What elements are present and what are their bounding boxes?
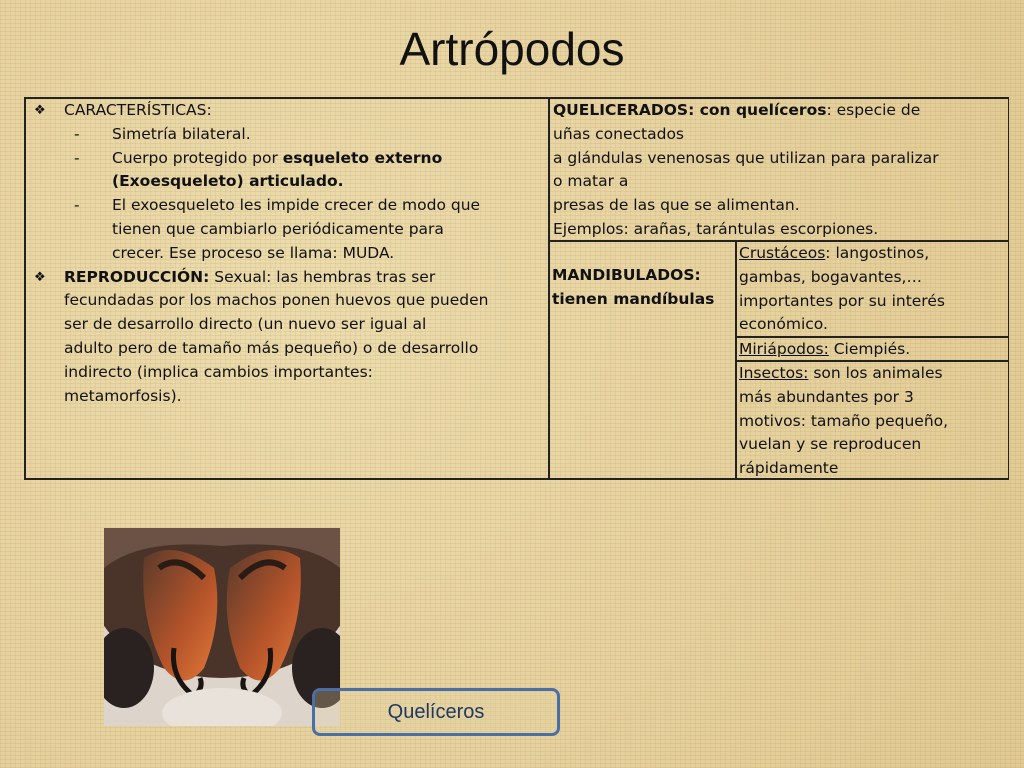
list-item-cont: crecer. Ese proceso se llama: MUDA. [112, 243, 395, 262]
characteristics-cell [25, 98, 549, 479]
list-item-cont: tienen que cambiarlo periódicamente para [112, 219, 444, 238]
queliceros-button-label: Quelíceros [387, 700, 485, 723]
crustaceos-cell: Crustáceos: langostinos, gambas, bogavantes,… importantes por su interés económico. [736, 241, 1009, 337]
diamond-bullet-icon: ❖ [34, 103, 46, 118]
reproduccion-heading: REPRODUCCIÓN: [64, 267, 210, 286]
crustaceos-term: Crustáceos [739, 244, 826, 262]
list-item: - Cuerpo protegido por esqueleto externo [74, 148, 443, 167]
repro-text: ser de desarrollo directo (un nuevo ser igual al [64, 315, 427, 334]
list-item: - El exoesqueleto les impide crecer de modo que [74, 196, 481, 215]
chelicerae-photo [104, 528, 340, 726]
chelicerae-illustration [104, 528, 340, 726]
insectos-cell: Insectos: son los animales más abundantes por 3 motivos: tamaño pequeño, vuelan y se reproducen rápidamente [736, 361, 1009, 479]
mandibulados-sub: tienen mandíbulas [552, 289, 715, 308]
mandibulados-heading: MANDIBULADOS: [552, 266, 701, 284]
list-item-cont: (Exoesqueleto) articulado. [112, 172, 344, 191]
list-item: - Simetría bilateral. [74, 124, 251, 143]
repro-text: indirecto (implica cambios importantes: [64, 362, 373, 381]
bullet-reproduccion: ❖ REPRODUCCIÓN: Sexual: las hembras tras ser [34, 266, 546, 290]
bullet-caracteristicas [34, 99, 546, 123]
miriapodos-cell: Miriápodos: Ciempiés. [736, 337, 1009, 361]
caracteristicas-heading: CARACTERÍSTICAS: [64, 101, 212, 119]
content-table [24, 97, 1009, 480]
slide-title: Artrópodos [399, 23, 625, 75]
quelicerados-heading: QUELICERADOS: con quelíceros [553, 101, 827, 119]
insectos-term: Insectos: [739, 364, 809, 382]
miriapodos-term: Miriápodos: [739, 340, 829, 358]
repro-text: fecundadas por los machos ponen huevos que pueden [64, 291, 489, 310]
mandibulados-cell [549, 241, 736, 479]
repro-text: metamorfosis). [64, 386, 182, 405]
quelicerados-cell: QUELICERADOS: con quelíceros: especie de uñas conectados a glándulas venenosas que utilizan para paralizar o matar a presas de las que se alimentan. Ejemplos: arañas, tarántulas escorpiones. [549, 98, 1009, 241]
diamond-bullet-icon: ❖ [34, 269, 46, 285]
repro-text: adulto pero de tamaño más pequeño) o de desarrollo [64, 338, 479, 357]
queliceros-button[interactable] [312, 688, 560, 736]
